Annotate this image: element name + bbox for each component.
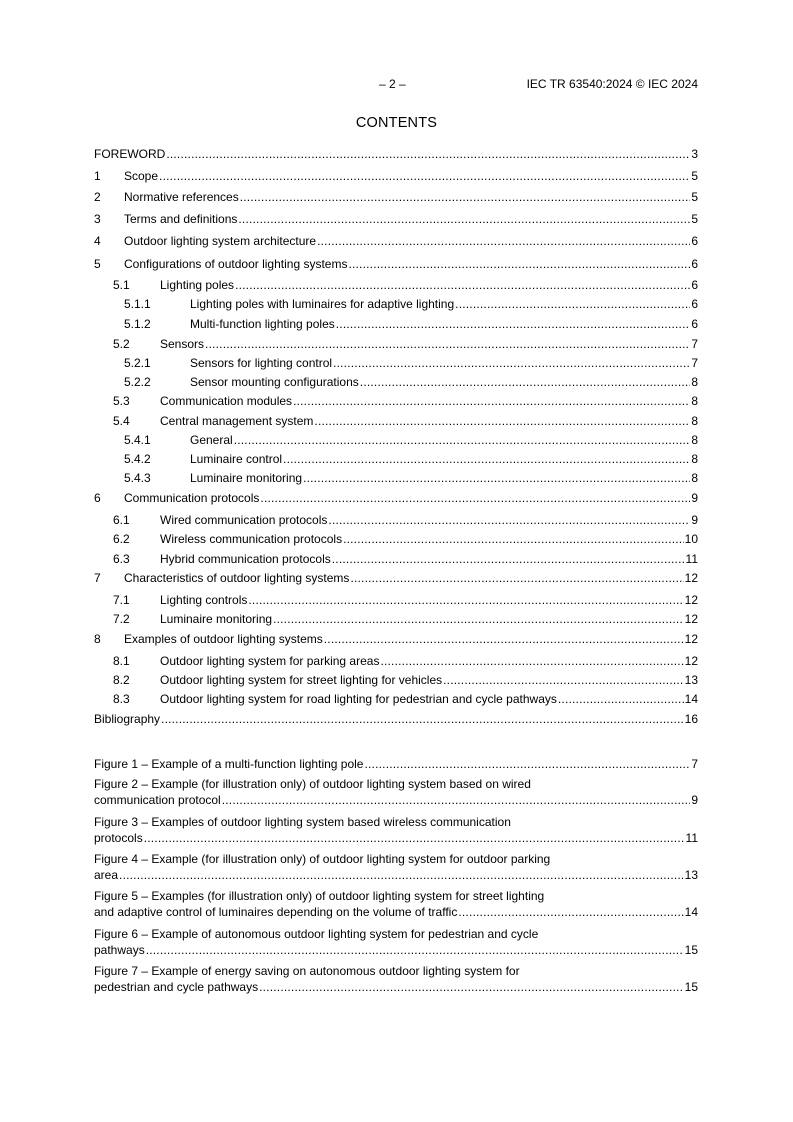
toc-entry-page: 11 [685, 552, 698, 566]
dot-leader [146, 942, 684, 958]
dot-leader [350, 570, 683, 586]
toc-entry-number: 5.1.2 [124, 317, 151, 331]
toc-entry[interactable] [94, 531, 698, 547]
toc-entry-number: 7.2 [113, 612, 130, 626]
figure-entry-page: 9 [691, 793, 698, 807]
dot-leader [235, 277, 690, 293]
toc-entry-title: Hybrid communication protocols [160, 552, 331, 566]
dot-leader [360, 374, 691, 390]
toc-entry-number: 8 [94, 632, 101, 646]
figure-entry-title-line1: Figure 6 – Example of autonomous outdoor lighting system for pedestrian and cycle [94, 927, 539, 941]
toc-entry-number: 7.1 [113, 593, 130, 607]
toc-entry-title: Lighting controls [160, 593, 248, 607]
toc-entry-title: General [190, 433, 233, 447]
toc-entry-number: 1 [94, 169, 101, 183]
toc-entry-number: 3 [94, 212, 101, 226]
toc-entry-number: 5.1 [113, 278, 130, 292]
figure-entry-title: and adaptive control of luminaires depending on the volume of traffic [94, 905, 458, 919]
toc-entry-page: 8 [691, 452, 698, 466]
toc-entry-title: Wireless communication protocols [160, 532, 343, 546]
toc-entry-number: 2 [94, 190, 101, 204]
dot-leader [159, 168, 690, 184]
dot-leader [259, 979, 684, 995]
dot-leader [205, 336, 690, 352]
toc-entry-number: 5.4.2 [124, 452, 151, 466]
toc-entry-page: 5 [691, 190, 698, 204]
toc-entry-number: 6.1 [113, 513, 130, 527]
toc-entry[interactable] [94, 490, 698, 506]
toc-entry-title: Luminaire monitoring [160, 612, 273, 626]
figure-entry[interactable] [94, 926, 698, 958]
figure-entry-title: protocols [94, 831, 143, 845]
toc-entry-title: Outdoor lighting system for parking areas [160, 654, 380, 668]
toc-entry-title: Wired communication protocols [160, 513, 328, 527]
figure-entry-title: communication protocol [94, 793, 221, 807]
toc-entry-title: Examples of outdoor lighting systems [124, 632, 323, 646]
toc-entry-title: Outdoor lighting system architecture [124, 234, 317, 248]
dot-leader [336, 316, 691, 332]
figure-entry-page: 11 [685, 831, 698, 845]
toc-entry-page: 6 [691, 317, 698, 331]
toc-entry-page: 16 [684, 712, 698, 726]
toc-entry[interactable] [94, 277, 698, 293]
toc-entry-page: 12 [684, 612, 698, 626]
toc-entry[interactable] [94, 611, 698, 627]
toc-entry[interactable] [94, 451, 698, 467]
toc-entry-title: Sensors [160, 337, 205, 351]
dot-leader [238, 211, 690, 227]
toc-entry-number: 5.4 [113, 414, 130, 428]
toc-entry[interactable] [94, 653, 698, 669]
figure-entry-title-line1: Figure 4 – Example (for illustration only) of outdoor lighting system for outdoor parking [94, 852, 551, 866]
toc-entry[interactable] [94, 256, 698, 272]
dot-leader [303, 470, 690, 486]
toc-entry-page: 6 [691, 297, 698, 311]
toc-entry[interactable] [94, 316, 698, 332]
toc-entry[interactable] [94, 551, 698, 567]
toc-entry-number: 5.2.2 [124, 375, 151, 389]
figure-entry-page: 15 [684, 943, 698, 957]
toc-entry-page: 9 [691, 491, 698, 505]
document-reference: IEC TR 63540:2024 © IEC 2024 [526, 77, 698, 91]
toc-entry-page: 5 [691, 212, 698, 226]
toc-entry[interactable] [94, 374, 698, 390]
dot-leader [558, 691, 684, 707]
toc-entry-title: Normative references [124, 190, 239, 204]
toc-entry-title: Scope [124, 169, 159, 183]
toc-entry[interactable] [94, 672, 698, 688]
toc-entry[interactable] [94, 233, 698, 249]
toc-entry[interactable] [94, 631, 698, 647]
figure-entry[interactable] [94, 756, 698, 772]
toc-entry-number: 5.4.1 [124, 433, 151, 447]
figure-entry[interactable] [94, 851, 698, 883]
toc-entry-number: 5.3 [113, 394, 130, 408]
figure-entry-title: pathways [94, 943, 145, 957]
dot-leader [458, 904, 683, 920]
toc-entry-number: 6.3 [113, 552, 130, 566]
figure-entry-page: 13 [684, 868, 698, 882]
toc-entry[interactable] [94, 189, 698, 205]
toc-entry[interactable] [94, 336, 698, 352]
dot-leader [364, 756, 690, 772]
toc-entry-title: Outdoor lighting system for street lighting for vehicles [160, 673, 443, 687]
figure-entry-page: 7 [691, 757, 698, 771]
toc-entry-title: Communication protocols [124, 491, 260, 505]
dot-leader [161, 711, 684, 727]
toc-entry-page: 6 [691, 234, 698, 248]
toc-entry-title: Terms and definitions [124, 212, 238, 226]
toc-entry[interactable] [94, 168, 698, 184]
toc-entry[interactable] [94, 355, 698, 371]
dot-leader [119, 867, 684, 883]
toc-entry[interactable] [94, 592, 698, 608]
toc-entry-number: 8.2 [113, 673, 130, 687]
toc-entry[interactable] [94, 146, 698, 162]
toc-entry-page: 5 [691, 169, 698, 183]
toc-entry-page: 8 [691, 414, 698, 428]
toc-entry-page: 10 [684, 532, 698, 546]
toc-entry[interactable] [94, 413, 698, 429]
toc-entry-title: Multi-function lighting poles [190, 317, 335, 331]
figure-entry[interactable] [94, 814, 698, 846]
dot-leader [166, 146, 690, 162]
toc-entry[interactable] [94, 296, 698, 312]
toc-entry-page: 9 [691, 513, 698, 527]
dot-leader [234, 432, 691, 448]
dot-leader [317, 233, 690, 249]
toc-entry-page: 3 [691, 147, 698, 161]
toc-entry-page: 8 [691, 394, 698, 408]
toc-entry[interactable] [94, 432, 698, 448]
toc-entry-number: 5.2.1 [124, 356, 151, 370]
dot-leader [273, 611, 684, 627]
toc-entry-number: 5.1.1 [124, 297, 151, 311]
toc-entry-page: 8 [691, 433, 698, 447]
dot-leader [314, 413, 690, 429]
toc-entry-title: Luminaire control [190, 452, 283, 466]
toc-entry-number: 5.4.3 [124, 471, 151, 485]
toc-entry-title: Sensors for lighting control [190, 356, 333, 370]
toc-entry-title: Lighting poles [160, 278, 235, 292]
toc-entry-number: 6 [94, 491, 101, 505]
toc-entry-page: 12 [684, 632, 698, 646]
dot-leader [380, 653, 683, 669]
figure-entry-title: area [94, 868, 119, 882]
figure-entry-title-line1: Figure 3 – Examples of outdoor lighting system based wireless communication [94, 815, 511, 829]
toc-entry-title: Lighting poles with luminaires for adaptive lighting [190, 297, 455, 311]
toc-entry-page: 7 [691, 337, 698, 351]
dot-leader [443, 672, 684, 688]
dot-leader [222, 792, 691, 808]
toc-entry-number: 5 [94, 257, 101, 271]
dot-leader [328, 512, 690, 528]
toc-entry-title: Luminaire monitoring [190, 471, 303, 485]
dot-leader [333, 355, 690, 371]
figure-entry-title: Figure 1 – Example of a multi-function lighting pole [94, 757, 364, 771]
toc-entry-number: 8.3 [113, 692, 130, 706]
dot-leader [240, 189, 691, 205]
toc-entry-page: 6 [691, 278, 698, 292]
toc-entry-title: Bibliography [94, 712, 161, 726]
figure-entry-title-line1: Figure 2 – Example (for illustration only) of outdoor lighting system based on wired [94, 777, 531, 791]
toc-entry[interactable] [94, 512, 698, 528]
dot-leader [348, 256, 690, 272]
toc-entry-title: Outdoor lighting system for road lighting for pedestrian and cycle pathways [160, 692, 557, 706]
figure-entry-title: pedestrian and cycle pathways [94, 980, 259, 994]
dot-leader [293, 393, 690, 409]
dot-leader [343, 531, 684, 547]
figure-entry[interactable] [94, 963, 698, 995]
figure-entry-title-line1: Figure 5 – Examples (for illustration only) of outdoor lighting system for street lighting [94, 889, 545, 903]
toc-entry-page: 6 [691, 257, 698, 271]
toc-entry-page: 12 [684, 593, 698, 607]
toc-entry-page: 12 [684, 654, 698, 668]
figure-entry-title-line1: Figure 7 – Example of energy saving on autonomous outdoor lighting system for [94, 964, 520, 978]
figure-entry[interactable] [94, 888, 698, 920]
figure-entry-page: 14 [684, 905, 698, 919]
toc-entry-number: 5.2 [113, 337, 130, 351]
contents-title: CONTENTS [355, 115, 438, 131]
toc-entry-number: 7 [94, 571, 101, 585]
dot-leader [248, 592, 683, 608]
toc-entry[interactable] [94, 691, 698, 707]
toc-entry[interactable] [94, 470, 698, 486]
toc-entry-page: 8 [691, 375, 698, 389]
toc-entry-title: Sensor mounting configurations [190, 375, 359, 389]
toc-entry-title: Communication modules [160, 394, 293, 408]
toc-entry[interactable] [94, 711, 698, 727]
dot-leader [260, 490, 690, 506]
dot-leader [324, 631, 684, 647]
dot-leader [283, 451, 690, 467]
toc-entry-title: Configurations of outdoor lighting systems [124, 257, 348, 271]
dot-leader [455, 296, 690, 312]
dot-leader [332, 551, 685, 567]
toc-entry[interactable] [94, 393, 698, 409]
toc-entry-title: FOREWORD [94, 147, 166, 161]
figure-entry-page: 15 [684, 980, 698, 994]
toc-entry-title: Central management system [160, 414, 314, 428]
toc-entry-page: 14 [684, 692, 698, 706]
toc-entry-number: 6.2 [113, 532, 130, 546]
toc-entry[interactable] [94, 570, 698, 586]
toc-entry-number: 8.1 [113, 654, 130, 668]
dot-leader [144, 830, 685, 846]
toc-entry-page: 8 [691, 471, 698, 485]
toc-entry-page: 7 [691, 356, 698, 370]
toc-entry-title: Characteristics of outdoor lighting systems [124, 571, 350, 585]
figure-entry[interactable] [94, 776, 698, 808]
toc-entry-page: 13 [684, 673, 698, 687]
toc-entry-number: 4 [94, 234, 101, 248]
toc-entry[interactable] [94, 211, 698, 227]
toc-entry-page: 12 [684, 571, 698, 585]
page-header [94, 77, 698, 91]
page-number: – 2 – [379, 77, 406, 91]
